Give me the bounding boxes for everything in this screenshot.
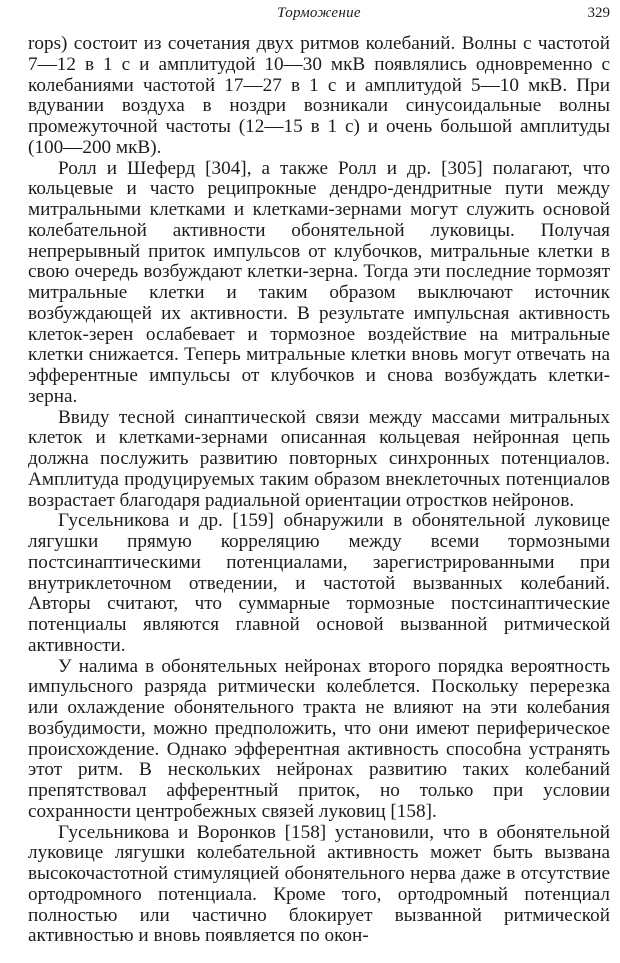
paragraph-6: Гусельникова и Воронков [158] установили, что в обонятельной луковице лягушки колебательной активность может быть вызвана высокочастотной стимуляцией обонятельного нерва даже в отсутствие ортодромного потенциала. Кроме того, ортодромный потенциал полностью или частично блокирует вызванной ритмической активностью и вновь появляется по окон- — [28, 821, 610, 947]
running-title: Торможение — [277, 5, 361, 21]
paragraph-4: Гусельникова и др. [159] обнаружили в обонятельной луковице лягушки прямую корреляцию между всеми тормозными постсинаптическими потенциалами, зарегистрированными при внутриклеточном отведении, и частотой вызванных колебаний. Авторы считают, что суммарные тормозные постсинаптические потенциалы являются главной основой вызванной ритмической активности. — [28, 510, 610, 656]
paragraph-3: Ввиду тесной синаптической связи между массами митральных клеток и клетками-зернами описанная кольцевая нейронная цепь должна послужить развитию повторных синхронных потенциалов. Амплитуда продуцируемых таким образом внеклеточных потенциалов возрастает благодаря радиальной ориентации отростков нейронов. — [28, 406, 610, 511]
running-header — [28, 0, 610, 26]
paragraph-1: rops) состоит из сочетания двух ритмов колебаний. Волны с частотой 7—12 в 1 с и амплитудой 10—30 мкВ появлялись одновременно с колебаниями частотой 17—27 в 1 с и амплитудой 5—10 мкВ. При вдувании воздуха в ноздри возникали синусоидальные волны промежуточной частоты (12—15 в 1 с) и очень большой амплитуды (100—200 мкВ). — [28, 33, 610, 158]
body-text — [28, 34, 610, 947]
paragraph-5: У налима в обонятельных нейронах второго порядка вероятность импульсного разряда ритмически колеблется. Поскольку перерезка или охлаждение обонятельного тракта не влияют на эти колебания возбудимости, можно предположить, что они имеют периферическое происхождение. Однако эфферентная активность способна устранять этот ритм. В нескольких нейронах развитию таких колебаний препятствовал афферентный приток, но только при условии сохранности центробежных связей луковиц [158]. — [28, 655, 610, 822]
paragraph-2: Ролл и Шеферд [304], а также Ролл и др. [305] полагают, что кольцевые и часто реципрокные дендро-дендритные пути между митральными клетками и клетками-зернами могут служить основой колебательной активности обонятельной луковицы. Получая непрерывный приток импульсов от клубочков, митральные клетки в свою очередь возбуждают клетки-зерна. Тогда эти последние тормозят митральные клетки и таким образом выключают источник возбуждающей их активности. В результате импульсная активность клеток-зерен ослабевает и тормозное воздействие на митральные клетки снижается. Теперь митральные клетки вновь могут отвечать на эфферентные импульсы от клубочков и снова возбуждать клетки-зерна. — [28, 157, 610, 407]
book-page — [28, 0, 610, 963]
page-number: 329 — [587, 5, 610, 21]
